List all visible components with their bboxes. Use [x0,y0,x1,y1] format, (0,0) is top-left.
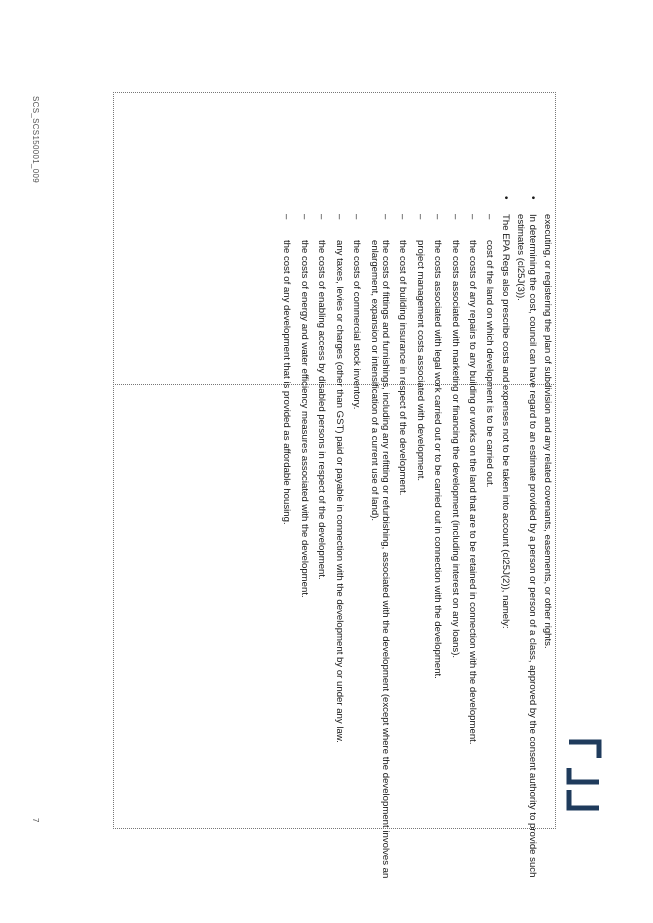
list-item: – the costs of fittings and furnishings, including any refitting or refurbishing, associated with the development (except where the development involves an enlargement, expansion or intensification of a current use of land). [368,182,391,892]
bullet-excluded-costs: • The EPA Regs also prescribe costs and expenses not to be taken into account (cl25J(2)), namely: [499,182,510,892]
page-reference: SCS_SCS150001_009 [31,96,40,183]
list-item: – the cost of any development that is provided as affordable housing. [281,182,292,892]
list-item: – cost of the land on which development is to be carried out. [484,182,495,892]
list-item: – the costs associated with marketing or financing the development (including interest on any loans). [449,182,460,892]
list-item: – the costs of enabling access by disabled persons in respect of the development. [316,182,327,892]
list-item: – the costs of commercial stock inventory. [351,182,362,892]
list-item: – the costs of energy and water efficiency measures associated with the development. [299,182,310,892]
intro-continuation: executing, or registering the plan of subdivision and any related covenants, easements, or other rights. [542,214,553,649]
list-item: – any taxes, levies or charges (other than GST) paid or payable in connection with the development by or under any law. [333,182,344,892]
page-number: 7 [31,818,40,823]
document-body [275,182,553,892]
list-item: – the cost of building insurance in respect of the development. [397,182,408,892]
excluded-costs-list [281,182,495,892]
council-logo-icon [565,738,603,812]
list-item: – the costs associated with legal work carried out or to be carried out in connection with the development. [432,182,443,892]
list-item: – the costs of any repairs to any building or works on the land that are to be retained in connection with the development. [467,182,478,892]
bullet-estimate: • In determining the cost, council can have regard to an estimate provided by a person or person of a class, approved by the consent authority to provide such estimates (cl25J(3)). [515,182,538,892]
list-item: – project management costs associated with development. [414,182,425,892]
